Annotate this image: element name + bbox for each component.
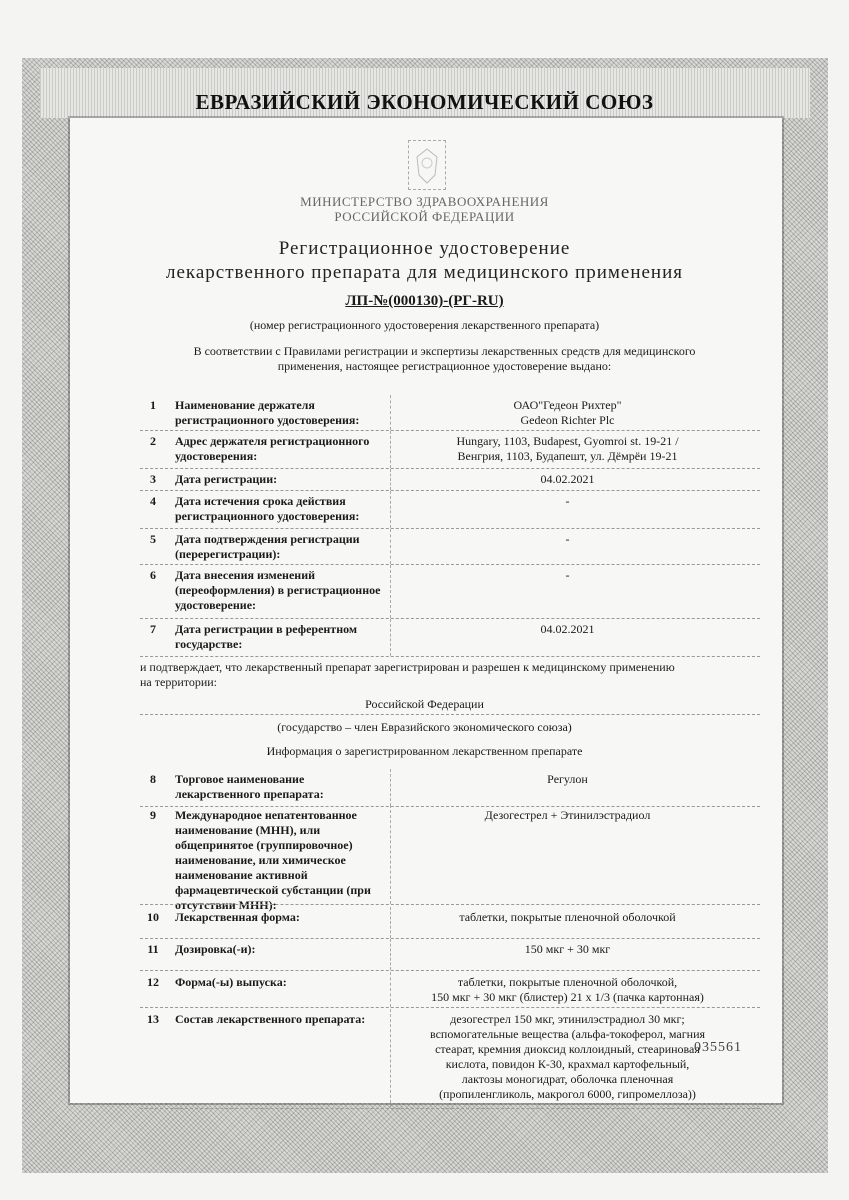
row-value-line: вспомогательные вещества (альфа-токоферол, магния xyxy=(429,1027,706,1041)
row-divider xyxy=(140,528,760,529)
row-value-line: таблетки, покрытые пленочной оболочкой, xyxy=(457,975,678,989)
row-label: Форма(-ы) выпуска: xyxy=(175,975,287,989)
row-label: Дата регистрации: xyxy=(175,472,278,486)
row-divider xyxy=(140,904,760,905)
row-divider xyxy=(140,564,760,565)
registration-number: ЛП-№(000130)-(РГ-RU) xyxy=(345,293,504,309)
row-label: Наименование держателя регистрационного удостоверения: xyxy=(175,398,360,427)
row-value xyxy=(395,494,740,509)
row-value-line: ОАО"Гедеон Рихтер" xyxy=(513,398,622,412)
column-divider xyxy=(390,395,391,430)
row-number: 12 xyxy=(147,975,159,989)
row-number: 6 xyxy=(150,568,156,582)
row-value xyxy=(395,772,740,787)
row-number: 8 xyxy=(150,772,156,786)
row-number: 13 xyxy=(147,1012,159,1026)
row-value-line: (пропиленгликоль, макрогол 6000, гипромеллоза)) xyxy=(439,1087,696,1101)
column-divider xyxy=(390,619,391,656)
row-number: 4 xyxy=(150,494,156,508)
row-divider xyxy=(140,490,760,491)
column-divider xyxy=(390,805,391,904)
country-caption: (государство – член Евразийского экономического союза) xyxy=(277,720,572,734)
column-divider xyxy=(390,469,391,490)
row-value-line: кислота, повидон К-30, крахмал картофельный, xyxy=(445,1057,690,1071)
row-value-line: - xyxy=(565,568,570,582)
row-label: Дата регистрации в референтном государстве: xyxy=(175,622,358,651)
row-label: Международное непатентованное наименование (МНН), или общепринятое (группировочное) наименование, или химическое наименование активной фармацевтической субстанции (при отсутствии МНН): xyxy=(175,808,371,912)
ministry-line2: РОССИЙСКОЙ ФЕДЕРАЦИИ xyxy=(334,209,515,224)
row-value-line: 150 мкг + 30 мкг (блистер) 21 x 1/3 (пачка картонная) xyxy=(431,990,704,1004)
row-label: Адрес держателя регистрационного удостоверения: xyxy=(175,434,370,463)
row-label: Состав лекарственного препарата: xyxy=(175,1012,366,1026)
row-number: 7 xyxy=(150,622,156,636)
row-value-line: Hungary, 1103, Budapest, Gyomroi st. 19-21 / xyxy=(456,434,679,448)
row-label: Торговое наименование лекарственного препарата: xyxy=(175,772,324,801)
union-title: ЕВРАЗИЙСКИЙ ЭКОНОМИЧЕСКИЙ СОЮЗ xyxy=(195,90,654,114)
serial-number: 035561 xyxy=(694,1040,742,1055)
row-number: 2 xyxy=(150,434,156,448)
row-value xyxy=(395,942,740,957)
row-divider xyxy=(140,618,760,619)
row-label: Дата истечения срока действия регистрационного удостоверения: xyxy=(175,494,360,523)
row-value-line: 04.02.2021 xyxy=(540,472,595,486)
row-number: 5 xyxy=(150,532,156,546)
row-value xyxy=(395,1012,740,1102)
row-number: 11 xyxy=(147,942,159,956)
column-divider xyxy=(390,769,391,806)
row-value-line: Gedeon Richter Plc xyxy=(520,413,615,427)
row-value-line: Венгрия, 1103, Будапешт, ул. Дёмрёи 19-21 xyxy=(457,449,678,463)
registration-number-caption: (номер регистрационного удостоверения лекарственного препарата) xyxy=(249,318,600,332)
row-number: 1 xyxy=(150,398,156,412)
column-divider xyxy=(390,529,391,564)
row-divider xyxy=(140,656,760,657)
row-value xyxy=(395,568,740,583)
intro-line1: В соответствии с Правилами регистрации и экспертизы лекарственных средств для медицинского xyxy=(193,344,696,358)
row-value-line: таблетки, покрытые пленочной оболочкой xyxy=(459,910,676,924)
row-value-line: Дезогестрел + Этинилэстрадиол xyxy=(484,808,651,822)
column-divider xyxy=(390,491,391,528)
emblem-icon xyxy=(408,140,446,190)
column-divider xyxy=(390,565,391,618)
country-name: Российской Федерации xyxy=(365,697,484,711)
row-value xyxy=(395,622,740,637)
row-divider xyxy=(140,970,760,971)
intro-line2: применения, настоящее регистрационное удостоверение выдано: xyxy=(277,359,612,373)
confirm-line1: и подтверждает, что лекарственный препарат зарегистрирован и разрешен к медицинскому применению xyxy=(140,660,675,674)
row-divider xyxy=(140,1007,760,1008)
row-number: 9 xyxy=(150,808,156,822)
row-value-line: - xyxy=(565,532,570,546)
row-divider xyxy=(140,938,760,939)
row-number: 10 xyxy=(147,910,159,924)
row-divider xyxy=(140,806,760,807)
column-divider xyxy=(390,972,391,1007)
row-value xyxy=(395,472,740,487)
document-title-line2: лекарственного препарата для медицинского применения xyxy=(165,262,683,283)
row-value-line: дезогестрел 150 мкг, этинилэстрадиол 30 мкг; xyxy=(450,1012,685,1026)
row-divider xyxy=(140,468,760,469)
row-label: Лекарственная форма: xyxy=(175,910,300,924)
column-divider xyxy=(390,939,391,970)
row-value xyxy=(395,808,740,823)
row-value-line: Регулон xyxy=(547,772,588,786)
confirm-line2: на территории: xyxy=(140,675,218,689)
column-divider xyxy=(390,907,391,938)
row-value-line: 04.02.2021 xyxy=(540,622,595,636)
document-title-line1: Регистрационное удостоверение xyxy=(278,238,571,259)
ministry-line1: МИНИСТЕРСТВО ЗДРАВООХРАНЕНИЯ xyxy=(300,194,549,209)
row-divider xyxy=(140,430,760,431)
row-value-line: лактозы моногидрат, оболочка пленочная xyxy=(461,1072,674,1086)
row-value xyxy=(395,434,740,464)
row-value-line: - xyxy=(565,494,570,508)
row-label: Дата подтверждения регистрации (перерегистрации): xyxy=(175,532,360,561)
row-value-line: стеарат, кремния диоксид коллоидный, стеариновая xyxy=(435,1042,700,1056)
info-heading: Информация о зарегистрированном лекарственном препарате xyxy=(266,744,583,758)
row-value xyxy=(395,910,740,925)
column-divider xyxy=(390,431,391,468)
row-value xyxy=(395,975,740,1005)
row-divider xyxy=(140,1108,760,1109)
row-value xyxy=(395,398,740,428)
column-divider xyxy=(390,1009,391,1108)
row-label: Дозировка(-и): xyxy=(175,942,256,956)
row-label: Дата внесения изменений (переоформления) в регистрационное удостоверение: xyxy=(175,568,381,612)
row-value xyxy=(395,532,740,547)
row-number: 3 xyxy=(150,472,156,486)
row-value-line: 150 мкг + 30 мкг xyxy=(524,942,611,956)
